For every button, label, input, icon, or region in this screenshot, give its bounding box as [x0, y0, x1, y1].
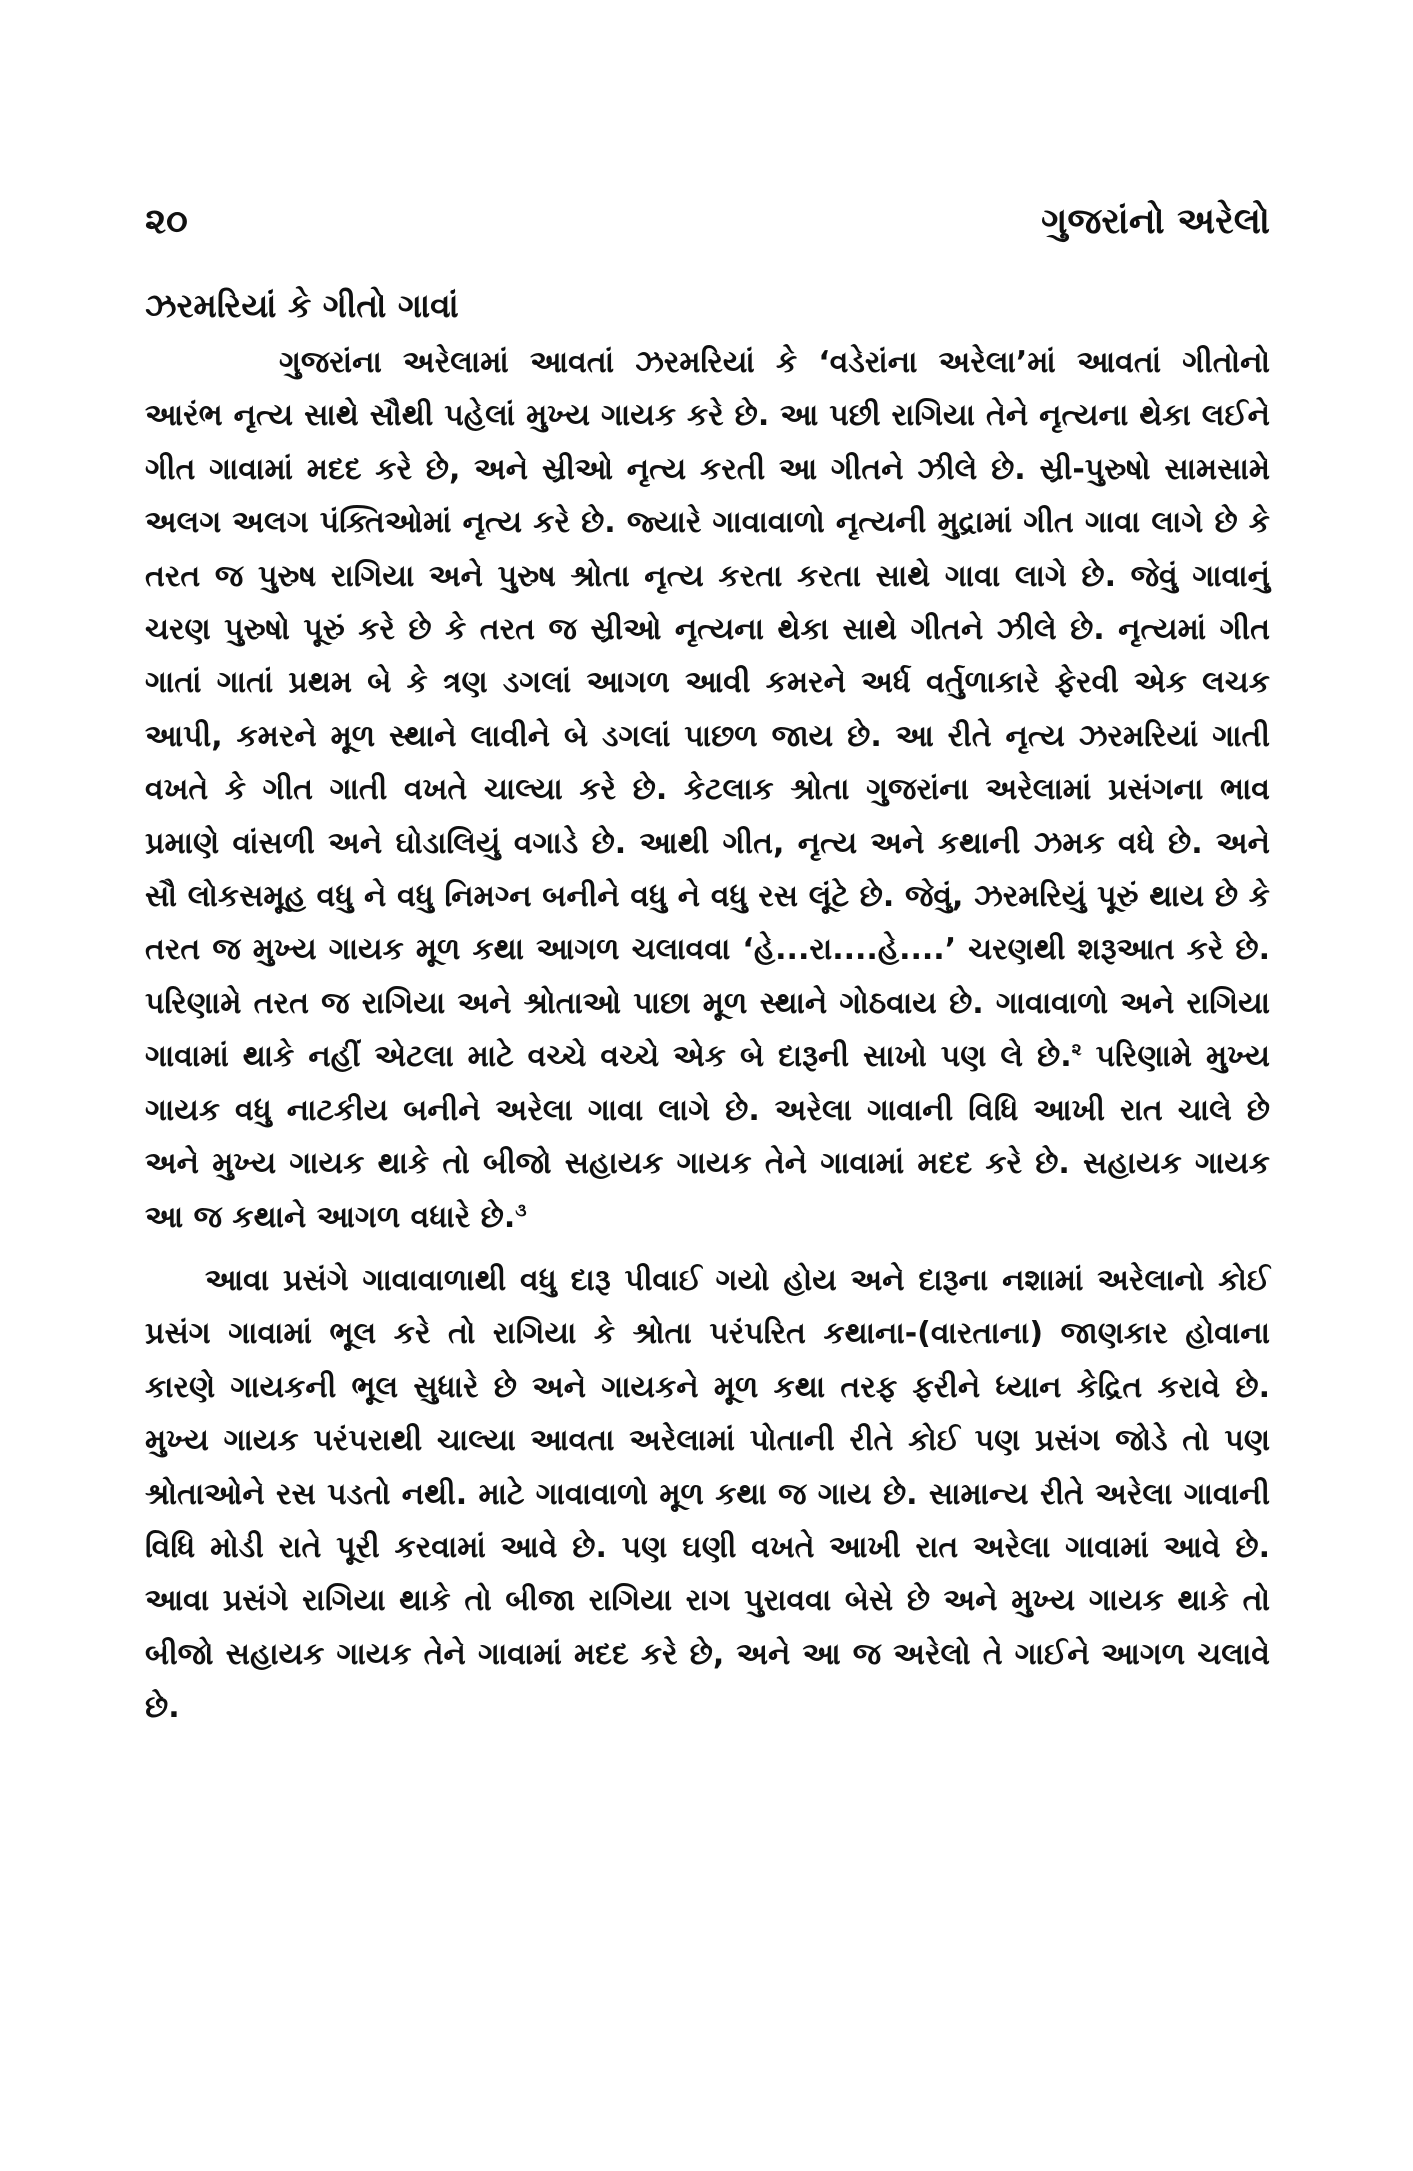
running-header [145, 190, 1270, 254]
section-heading: ઝરમરિયાં કે ગીતો ગાવાં [145, 286, 459, 325]
book-page [145, 190, 1270, 2070]
paragraph-1-text-b: પરિણામે મુખ્ય ગાયક વધુ નાટકીય બનીને અરેલા ગાવા લાગે છે. અરેલા ગાવાની વિધિ આખી રાત ચાલે છે અને મુખ્ય ગાયક થાકે તો બીજો સહાયક ગાયક તેને ગાવામાં મદદ કરે છે. સહાયક ગાયક આ જ કથાને આગળ વધારે છે. [145, 1039, 1270, 1235]
page-number: ૨૦ [145, 201, 188, 242]
paragraph-1-text-a: ગુજરાંના અરેલામાં આવતાં ઝરમરિયાં કે ‘વડેરાંના અરેલા’માં આવતાં ગીતોનો આરંભ નૃત્ય સાથે સૌથી પહેલાં મુખ્ય ગાયક કરે છે. આ પછી રાગિયા તેને નૃત્યના થેકા લઈને ગીત ગાવામાં મદદ કરે છે, અને સ્રીઓ નૃત્ય કરતી આ ગીતને ઝીલે છે. સ્રી-પુરુષો સામસામે અલગ અલગ પંક્તિઓમાં નૃત્ય કરે છે. જ્યારે ગાવાવાળો નૃત્યની મુદ્રામાં ગીત ગાવા લાગે છે કે તરત જ પુરુષ રાગિયા અને પુરુષ શ્રોતા નૃત્ય કરતા કરતા સાથે ગાવા લાગે છે. જેવું ગાવાનું ચરણ પુરુષો પૂરું કરે છે કે તરત જ સ્રીઓ નૃત્યના થેકા સાથે ગીતને ઝીલે છે. નૃત્યમાં ગીત ગાતાં ગાતાં પ્રથમ બે કે ત્રણ ડગલાં આગળ આવી કમરને અર્ધ વર્તુળાકારે ફેરવી એક લચક આપી, કમરને મૂળ સ્થાને લાવીને બે ડગલાં પાછળ જાય છે. આ રીતે નૃત્ય ઝરમરિયાં ગાતી વખતે કે ગીત ગાતી વખતે ચાલ્યા કરે છે. કેટલાક શ્રોતા ગુજરાંના અરેલામાં પ્રસંગના ભાવ પ્રમાણે વાંસળી અને ઘોડાલિયું વગાડે છે. આથી ગીત, નૃત્ય અને કથાની ઝમક વધે છે. અને સૌ લોકસમૂહ વધુ ને વધુ નિમગ્ન બનીને વધુ ને વધુ રસ લૂંટે છે. જેવું, ઝરમરિયું પૂરું થાય છે કે તરત જ મુખ્ય ગાયક મૂળ કથા આગળ ચલાવવા ‘હે...રા....હે....’ ચરણથી શરૂઆત કરે છે. પરિણામે તરત જ રાગિયા અને શ્રોતાઓ પાછા મૂળ સ્થાને ગોઠવાય છે. ગાવાવાળો અને રાગિયા ગાવામાં થાકે નહીં એટલા માટે વચ્ચે વચ્ચે એક બે દારૂની સાખો પણ લે છે. [145, 345, 1270, 1075]
footnote-marker-2: ૨ [1071, 1040, 1082, 1061]
body-paragraph-2: આવા પ્રસંગે ગાવાવાળાથી વધુ દારૂ પીવાઈ ગયો હોય અને દારૂના નશામાં અરેલાનો કોઈ પ્રસંગ ગાવામાં ભૂલ કરે તો રાગિયા કે શ્રોતા પરંપરિત કથાના-(વારતાના) જાણકાર હોવાના કારણે ગાયકની ભૂલ સુધારે છે અને ગાયકને મૂળ કથા તરફ ફરીને ધ્યાન કેદ્રિત કરાવે છે. મુખ્ય ગાયક પરંપરાથી ચાલ્યા આવતા અરેલામાં પોતાની રીતે કોઈ પણ પ્રસંગ જોડે તો પણ શ્રોતાઓને રસ પડતો નથી. માટે ગાવાવાળો મૂળ કથા જ ગાય છે. સામાન્ય રીતે અરેલા ગાવાની વિધિ મોડી રાતે પૂરી કરવામાં આવે છે. પણ ઘણી વખતે આખી રાત અરેલા ગાવામાં આવે છે. આવા પ્રસંગે રાગિયા થાકે તો બીજા રાગિયા રાગ પુરાવવા બેસે છે અને મુખ્ય ગાયક થાકે તો બીજો સહાયક ગાયક તેને ગાવામાં મદદ કરે છે, અને આ જ અરેલો તે ગાઈને આગળ ચલાવે છે. [145, 1262, 1270, 1726]
body-paragraph-1 [145, 336, 1270, 1244]
footnote-marker-3: ૩ [515, 1200, 527, 1221]
running-title: ગુજરાંનો અરેલો [1041, 201, 1270, 242]
